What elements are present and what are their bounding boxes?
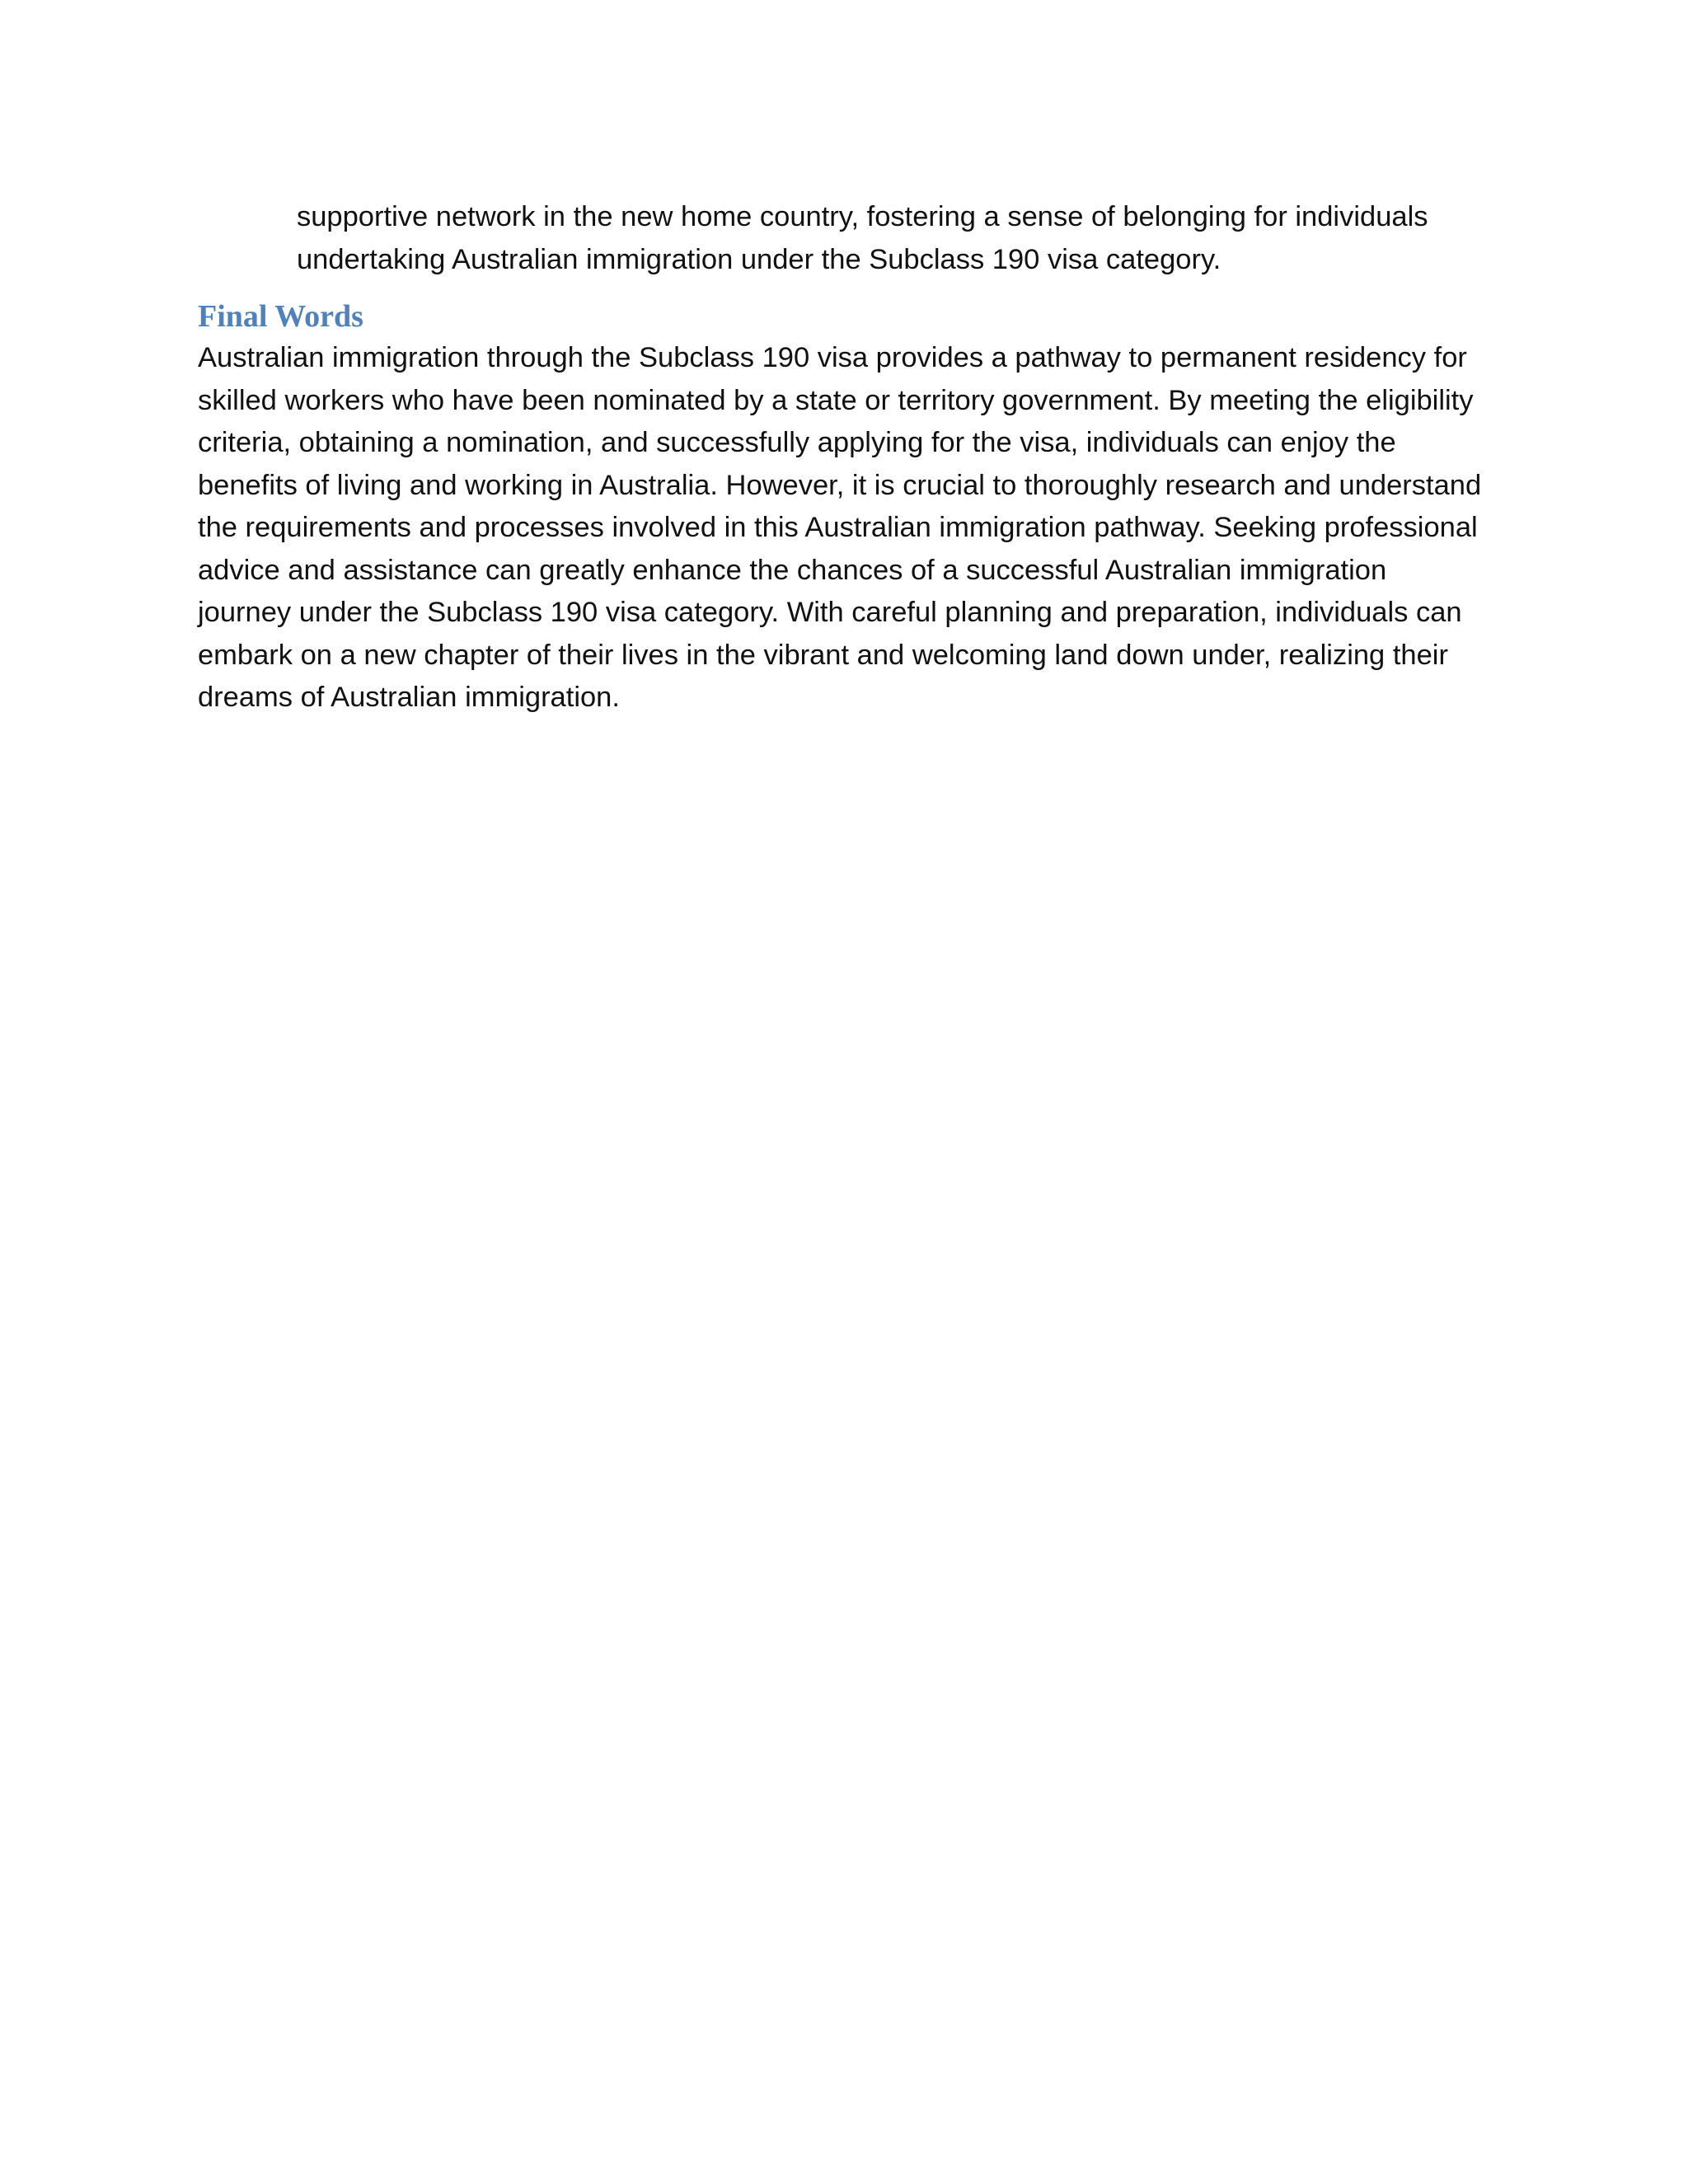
page-content bbox=[198, 196, 1484, 719]
section-heading: Final Words bbox=[198, 299, 363, 334]
continued-list-paragraph: supportive network in the new home country, fostering a sense of belonging for individuals undertaking Australian immigration under the Subclass 190 visa category. bbox=[297, 201, 1428, 275]
section-body-paragraph: Australian immigration through the Subclass 190 visa provides a pathway to permanent residency for skilled workers who have been nominated by a state or territory government. By meeting the eligibility criteria, obtaining a nomination, and successfully applying for the visa, individuals can enjoy the benefits of living and working in Australia. However, it is crucial to thoroughly research and understand the requirements and processes involved in this Australian immigration pathway. Seeking professional advice and assistance can greatly enhance the chances of a successful Australian immigration journey under the Subclass 190 visa category. With careful planning and preparation, individuals can embark on a new chapter of their lives in the vibrant and welcoming land down under, realizing their dreams of Australian immigration. bbox=[198, 342, 1482, 713]
